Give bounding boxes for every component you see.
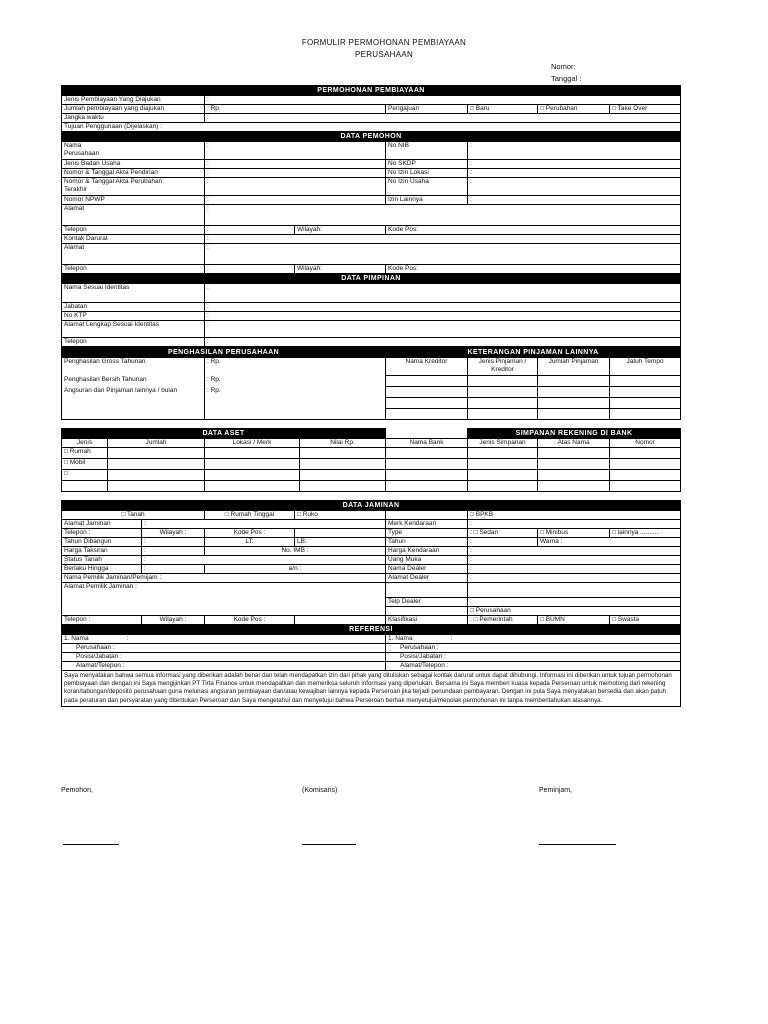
label-alamat-pimpinan: Alamat Lengkap Sesuai Identitas xyxy=(62,321,205,338)
signature-line-pemohon xyxy=(63,844,119,845)
asset-cell[interactable] xyxy=(108,481,205,492)
label-telp-dealer: Telp Dealer xyxy=(386,598,468,607)
blank xyxy=(468,583,681,598)
col-atas-nama: Atas Nama xyxy=(538,439,610,448)
field-ref2-posisi[interactable]: Posisi/Jabatan : xyxy=(386,653,681,662)
asset-cell[interactable] xyxy=(205,448,300,459)
label-izin-lokasi: No Izin Lokasi xyxy=(386,169,468,178)
field-ref2-perusahaan[interactable]: Perusahaan : xyxy=(386,644,681,653)
option-rumah-tinggal[interactable]: □ Rumah Tinggal xyxy=(205,511,295,520)
field-alamat-kontak[interactable]: : xyxy=(205,244,681,265)
label-jabatan: Jabatan xyxy=(62,303,205,312)
section-pinjaman-lain: KETERANGAN PINJAMAN LAINNYA xyxy=(386,348,681,358)
label-jenis-badan: Jenis Badan Usaha xyxy=(62,160,205,169)
field-jabatan[interactable]: : xyxy=(205,303,681,312)
tanggal-label: Tanggal : xyxy=(551,74,582,83)
col-nilai-aset: Nilai Rp. xyxy=(300,439,386,448)
field-izin-usaha[interactable]: : xyxy=(468,178,681,196)
label-uang-muka: Uang Muka xyxy=(386,556,468,565)
bank-cell[interactable] xyxy=(468,448,538,459)
loan-cell[interactable] xyxy=(538,376,610,387)
field-izin-lainnya[interactable]: : xyxy=(468,196,681,205)
signature-peminjam: Peminjam, xyxy=(539,787,573,794)
field-jenis-pembiayaan[interactable]: : xyxy=(205,96,681,105)
asset-cell[interactable] xyxy=(108,470,205,481)
label-angsuran: Angsuran dari Pinjaman lainnya / bulan xyxy=(62,387,205,398)
asset-cell[interactable] xyxy=(300,448,386,459)
label-klasifikasi: Klasifikasi xyxy=(386,616,468,625)
bank-cell[interactable] xyxy=(386,470,468,481)
asset-cell[interactable] xyxy=(108,448,205,459)
income-loans-table xyxy=(61,347,681,420)
loan-cell[interactable] xyxy=(610,409,681,420)
col-jumlah-pinjaman: Jumlah Pinjaman xyxy=(538,358,610,376)
field-ref2-nama[interactable]: 1. Nama : xyxy=(386,635,681,644)
label-nama-dealer: Nama Dealer xyxy=(386,565,468,574)
label-kodepos-pemohon[interactable]: Kode Pos: xyxy=(386,226,681,235)
field-tahun-dibangun[interactable]: : xyxy=(142,538,205,547)
field-alamat-pemohon[interactable]: : xyxy=(205,205,681,226)
label-telepon-pemohon: Telepon xyxy=(62,226,205,235)
bank-cell[interactable] xyxy=(610,481,681,492)
field-nama-pemilik[interactable]: Nama Pemilik Jaminan/Pemijam : xyxy=(62,574,386,583)
label-bersih: Penghasilan Bersih Tahunan xyxy=(62,376,205,387)
option-lainnya[interactable]: □ lainnya .......... xyxy=(610,529,681,538)
option-ruko[interactable]: □ Ruko xyxy=(295,511,386,520)
field-ref1-perusahaan[interactable]: Perusahaan : xyxy=(62,644,386,653)
blank xyxy=(386,511,468,520)
bank-cell[interactable] xyxy=(386,459,468,470)
loan-cell[interactable] xyxy=(538,398,610,409)
label-wilayah-pemilik[interactable]: Wilayah : xyxy=(142,616,205,625)
section-pemohon: DATA PEMOHON xyxy=(62,132,681,142)
label-alamat-dealer: Alamat Dealer xyxy=(386,574,468,583)
field-npwp[interactable]: : xyxy=(205,196,386,205)
col-jumlah-aset: Jumlah xyxy=(108,439,205,448)
field-bersih[interactable]: : Rp. xyxy=(205,376,386,387)
col-jenis-aset: Jenis xyxy=(62,439,108,448)
loan-cell[interactable] xyxy=(468,409,538,420)
income-blank xyxy=(62,409,205,420)
loan-cell[interactable] xyxy=(468,398,538,409)
label-kodepos-kontak[interactable]: Kode Pos: xyxy=(386,265,681,274)
col-jenis-pinjaman: Jenis Pinjaman / Kreditor xyxy=(468,358,538,376)
loan-cell[interactable] xyxy=(386,409,468,420)
label-skdp: No SKDP xyxy=(386,160,468,169)
field-akta-pendirian[interactable]: : xyxy=(205,169,386,178)
label-telepon-pemilik: Telepon : xyxy=(62,616,142,625)
col-nomor-rekening: Nomor xyxy=(610,439,681,448)
field-ref1-alamat[interactable]: Alamat/Telepon : xyxy=(62,662,386,671)
label-alamat-jaminan: Alamat Jaminan xyxy=(62,520,142,529)
field-telp-dealer[interactable]: : xyxy=(468,598,681,607)
label-izin-lainnya: Izin Lainnya xyxy=(386,196,468,205)
field-jumlah-pembiayaan[interactable]: : Rp. xyxy=(205,105,386,114)
option-bumn[interactable]: □ BUMN xyxy=(538,616,610,625)
label-alamat-pemohon: Alamat xyxy=(62,205,205,226)
asset-cell[interactable] xyxy=(300,459,386,470)
field-kontak-darurat[interactable]: : xyxy=(205,235,681,244)
loan-cell[interactable] xyxy=(386,376,468,387)
label-telepon-jaminan: Telepon : xyxy=(62,529,142,538)
label-warna[interactable]: Warna : xyxy=(538,538,681,547)
signature-line-peminjam xyxy=(539,844,616,845)
label-lb[interactable]: LB: xyxy=(295,538,386,547)
col-jatuh-tempo: Jatuh Tempo xyxy=(610,358,681,376)
option-swasta[interactable]: □ Swasta xyxy=(610,616,681,625)
label-merk: Merk Kendaraan xyxy=(386,520,468,529)
option-pemerintah[interactable]: : □ Pemerintah xyxy=(468,616,538,625)
label-tahun: Tahun xyxy=(386,538,468,547)
label-jumlah-pembiayaan: Jumlah pembiayaan yang diajukan xyxy=(62,105,205,114)
label-kodepos-jaminan[interactable]: Kode Pos : xyxy=(205,529,295,538)
section-aset: DATA ASET xyxy=(62,429,386,439)
form-title-line1: FORMULIR PERMOHONAN PEMBIAYAAN xyxy=(301,38,467,47)
loan-cell[interactable] xyxy=(386,387,468,398)
field-alamat-pemilik[interactable]: Alamat Pemilik Jaminan : xyxy=(62,583,386,616)
field-angsuran[interactable]: : Rp. xyxy=(205,387,386,398)
label-izin-usaha: No Izin Usaha xyxy=(386,178,468,196)
section-jaminan: DATA JAMINAN xyxy=(62,501,681,511)
field-ref1-nama[interactable]: 1. Nama : xyxy=(62,635,386,644)
field-harga-kendaraan[interactable]: : xyxy=(468,547,681,556)
loan-cell[interactable] xyxy=(610,387,681,398)
signature-line-komisaris xyxy=(302,844,356,845)
loan-cell[interactable] xyxy=(468,387,538,398)
label-jenis-pembiayaan: Jenis Pembiayaan Yang Diajukan xyxy=(62,96,205,105)
loan-cell[interactable] xyxy=(468,376,538,387)
label-an[interactable]: a/n : xyxy=(205,565,386,574)
asset-cell[interactable] xyxy=(62,481,108,492)
label-harga-taksiran: Harga Taksiran xyxy=(62,547,142,556)
field-telepon-pimpinan[interactable]: : xyxy=(205,338,681,347)
signature-komisaris: (Komisaris) xyxy=(302,787,338,794)
field-telepon-pemohon[interactable]: : xyxy=(205,226,295,235)
loan-cell[interactable] xyxy=(610,398,681,409)
option-sedan[interactable]: : □ Sedan xyxy=(468,529,538,538)
field-ref2-alamat[interactable]: Alamat/Telepon : xyxy=(386,662,681,671)
form-title-line2: PERUSAHAAN xyxy=(354,50,414,59)
loan-cell[interactable] xyxy=(610,376,681,387)
bank-cell[interactable] xyxy=(468,459,538,470)
bank-cell[interactable] xyxy=(538,481,610,492)
field-nib[interactable]: : xyxy=(468,142,681,160)
field-jangka-waktu[interactable]: : xyxy=(205,114,681,123)
label-wilayah-jaminan[interactable]: Wilayah : xyxy=(142,529,205,538)
label-telepon-kontak: Telepon xyxy=(62,265,205,274)
section-permohonan: PERMOHONAN PEMBIAYAAN xyxy=(62,86,681,96)
option-aset-mobil[interactable]: □ Mobil xyxy=(62,459,108,470)
signature-pemohon: Pemohon, xyxy=(61,787,93,794)
field-nama-dealer[interactable]: : xyxy=(468,565,681,574)
label-type: Type xyxy=(386,529,468,538)
label-jangka-waktu: Jangka waktu xyxy=(62,114,205,123)
field-telepon-kontak[interactable]: : xyxy=(205,265,295,274)
option-minibus[interactable]: □ Minibus xyxy=(538,529,610,538)
label-alamat-kontak: Alamat xyxy=(62,244,205,265)
loan-cell[interactable] xyxy=(538,387,610,398)
label-nama-pimpinan: Nama Sesuai Identitas xyxy=(62,284,205,303)
label-status-tanah: Status Tanah xyxy=(62,556,142,565)
bank-cell[interactable] xyxy=(610,448,681,459)
income-blank xyxy=(205,398,386,409)
label-no-imb[interactable]: No. IMB : xyxy=(205,547,386,556)
option-baru[interactable]: □ Baru xyxy=(468,105,538,114)
option-tanah[interactable]: □ Tanah xyxy=(62,511,205,520)
field-ktp[interactable]: : xyxy=(205,312,681,321)
asset-cell[interactable] xyxy=(205,459,300,470)
form-title xyxy=(0,37,768,61)
nomor-label: Nomor: xyxy=(551,62,576,71)
field-nama-perusahaan[interactable]: : xyxy=(205,142,386,160)
bank-cell[interactable] xyxy=(468,481,538,492)
field-skdp[interactable]: : xyxy=(468,160,681,169)
field-jenis-badan[interactable]: : xyxy=(205,160,386,169)
label-wilayah-pemohon[interactable]: Wilayah: xyxy=(295,226,386,235)
label-ktp: No KTP xyxy=(62,312,205,321)
ref2-nama-label: 1. Nama xyxy=(388,635,413,642)
bank-cell[interactable] xyxy=(468,470,538,481)
section-simpanan: SIMPANAN REKENING DI BANK xyxy=(468,429,681,439)
field-tujuan[interactable]: Tujuan Penggunaan (Dijelaskan) : xyxy=(62,123,681,132)
field-alamat-dealer[interactable]: : xyxy=(468,574,681,583)
income-blank xyxy=(62,398,205,409)
label-pengajuan: Pengajuan xyxy=(386,105,468,114)
bank-cell[interactable] xyxy=(538,470,610,481)
option-aset-rumah[interactable]: □ Rumah xyxy=(62,448,108,459)
bank-cell[interactable] xyxy=(386,448,468,459)
label-gross: Penghasilan Gross Tahunan xyxy=(62,358,205,376)
col-nama-bank: Nama Bank xyxy=(386,439,468,448)
field-berlaku[interactable]: : xyxy=(142,565,205,574)
field-uang-muka[interactable]: : xyxy=(468,556,681,565)
field-alamat-jaminan[interactable]: : xyxy=(142,520,386,529)
option-aset-lain[interactable]: □ xyxy=(62,470,108,481)
assets-savings-table xyxy=(61,428,681,492)
option-bpkb[interactable]: □ BPKB xyxy=(468,511,681,520)
income-blank xyxy=(205,409,386,420)
blank xyxy=(386,607,468,616)
bank-cell[interactable] xyxy=(538,459,610,470)
label-nib: No NIB xyxy=(386,142,468,160)
bank-cell[interactable] xyxy=(610,459,681,470)
bank-cell[interactable] xyxy=(610,470,681,481)
label-wilayah-kontak[interactable]: Wilayah: xyxy=(295,265,386,274)
main-table xyxy=(61,85,681,347)
col-jenis-simpanan: Jenis Simpanan xyxy=(468,439,538,448)
field-gross[interactable]: : Rp. xyxy=(205,358,386,376)
asset-cell[interactable] xyxy=(300,470,386,481)
section-referensi: REFERENSI xyxy=(62,625,681,635)
declaration-text: Saya menyatakan bahwa semua informasi yang diberikan adalah benar dan telah mendapatkan izin dari pihak yang dituliskan sebagai kontak darurat untuk dapat dihubungi. Informasi ini diberikan untuk tujuan permohonan pembiayaan dan dengan ini Saya mengijinkan PT Tirta Finance untuk mendapatkan dan memeriksa seluruh informasi yang diperlukan. Bersama ini Saya memberi kuasa kepada Perseroan untuk memotong dari rekening koran/tabungan/deposito perusahaan guna melunasi angsuran pembiayaan dan/atau kewajiban lainnya kepada Perseroan jika terjadi penundaan pembayaran. Dengan ini pula Saya menyatakan bersedia dan akan patuh pada peraturan dan persyaratan yang ditentukan Perseroan dan Saya mengetahui dan menyetujui bahwa Perseroan berhak menyetujui/menolak permohonan ini tanpa memberitahukan alasannya. xyxy=(62,671,681,707)
field-tahun[interactable]: : xyxy=(468,538,538,547)
field-nama-pimpinan[interactable]: : xyxy=(205,284,681,303)
loan-cell[interactable] xyxy=(538,409,610,420)
blank xyxy=(295,529,386,538)
application-form xyxy=(61,85,680,707)
label-harga-kendaraan: Harga Kendaraan xyxy=(386,547,468,556)
label-tahun-dibangun: Tahun Dibangun xyxy=(62,538,142,547)
collateral-table xyxy=(61,500,681,707)
field-status-tanah[interactable]: : xyxy=(142,556,386,565)
asset-cell[interactable] xyxy=(108,459,205,470)
option-perubahan[interactable]: □ Perubahan xyxy=(538,105,610,114)
bank-cell[interactable] xyxy=(538,448,610,459)
col-nama-kreditor: Nama Kreditor xyxy=(386,358,468,376)
label-kontak-darurat: Kontak Darurat xyxy=(62,235,205,244)
label-telepon-pimpinan: Telepon xyxy=(62,338,205,347)
field-akta-perubahan[interactable]: : xyxy=(205,178,386,196)
bank-cell[interactable] xyxy=(386,481,468,492)
label-akta-pendirian: Nomor & Tanggal Akta Pendirian xyxy=(62,169,205,178)
blank xyxy=(295,616,386,625)
field-ref1-posisi[interactable]: Posisi/Jabatan : xyxy=(62,653,386,662)
asset-cell[interactable] xyxy=(300,481,386,492)
label-npwp: Nomor NPWP xyxy=(62,196,205,205)
asset-cell[interactable] xyxy=(205,481,300,492)
field-izin-lokasi[interactable]: : xyxy=(468,169,681,178)
label-akta-perubahan: Nomor & Tanggal Akta Perubahan Terakhir xyxy=(62,178,205,196)
section-pimpinan: DATA PIMPINAN xyxy=(62,274,681,284)
field-merk[interactable]: : xyxy=(468,520,681,529)
label-nama-perusahaan: Nama Perusahaan xyxy=(62,142,205,160)
ref1-nama-label: 1. Nama xyxy=(64,635,89,642)
field-harga-taksiran[interactable]: : xyxy=(142,547,205,556)
col-lokasi-aset: Lokasi / Merk xyxy=(205,439,300,448)
option-perusahaan[interactable]: □ Perusahaan xyxy=(468,607,681,616)
loan-cell[interactable] xyxy=(386,398,468,409)
label-kodepos-pemilik[interactable]: Kode Pos : xyxy=(205,616,295,625)
section-penghasilan: PENGHASILAN PERUSAHAAN xyxy=(62,348,386,358)
field-alamat-pimpinan[interactable]: : xyxy=(205,321,681,338)
asset-cell[interactable] xyxy=(205,470,300,481)
label-berlaku: Berlaku Hingga xyxy=(62,565,142,574)
option-takeover[interactable]: □ Take Over xyxy=(610,105,681,114)
blank xyxy=(386,583,468,598)
gap-cell xyxy=(386,429,468,439)
label-lt[interactable]: LT: xyxy=(205,538,295,547)
